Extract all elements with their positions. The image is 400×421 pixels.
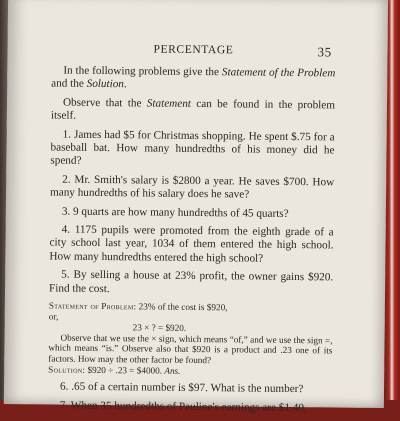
running-title: PERCENTAGE bbox=[153, 43, 234, 57]
intro-paragraph: In the following problems give the Statement of the Problem and the Solution. bbox=[51, 64, 336, 91]
problem-3: 3. 9 quarts are how many hundredths of 45 quarts? bbox=[61, 205, 289, 220]
problem-5: 5. By selling a house at 23% profit, the owner gains $920. Find the cost. bbox=[49, 268, 334, 295]
problem-4: 4. 1175 pupils were promoted from the eighth grade of a city school last year, 1034 of them entered the high school. How many hundredths entered the high school? bbox=[49, 223, 334, 265]
statement-label: Statement of Problem: bbox=[48, 300, 137, 312]
solution-line: Solution: $920 ÷ .23 = $4000. Ans. bbox=[48, 364, 181, 376]
problem-6: 6. .65 of a certain number is $97. What is the number? bbox=[59, 380, 304, 396]
statement-or: or, bbox=[48, 311, 59, 322]
problem-7: 7. When 35 hundredths of Pauline's earnings are $1.40, bbox=[59, 399, 307, 414]
statement-line: Statement of Problem: 23% of the cost is $920, bbox=[48, 300, 228, 313]
page-body bbox=[48, 64, 336, 420]
statement-observe: Observe that we use the × sign, which means “of,” and we use the sign =, which means “is.” Observe also that $920 is a product and .23 one of its factors. How may the other factor be found? bbox=[48, 332, 333, 366]
problem-2: 2. Mr. Smith's salary is $2800 a year. He saves $700. How many hundredths of his salary does he save? bbox=[50, 173, 335, 201]
answer-abbrev: Ans. bbox=[164, 365, 181, 376]
page-header bbox=[7, 42, 387, 62]
problem-1: 1. James had $5 for Christmas shopping. He spent $.75 for a baseball bat. How many hundredths of his money did he spend? bbox=[50, 128, 335, 168]
solution-label: Solution: bbox=[48, 364, 86, 375]
observe-paragraph: Observe that the Statement can be found in the problem itself. bbox=[50, 96, 336, 122]
book-page bbox=[4, 0, 388, 414]
page-number: 35 bbox=[317, 44, 332, 60]
statement-equation: 23 × ? = $920. bbox=[132, 322, 187, 334]
